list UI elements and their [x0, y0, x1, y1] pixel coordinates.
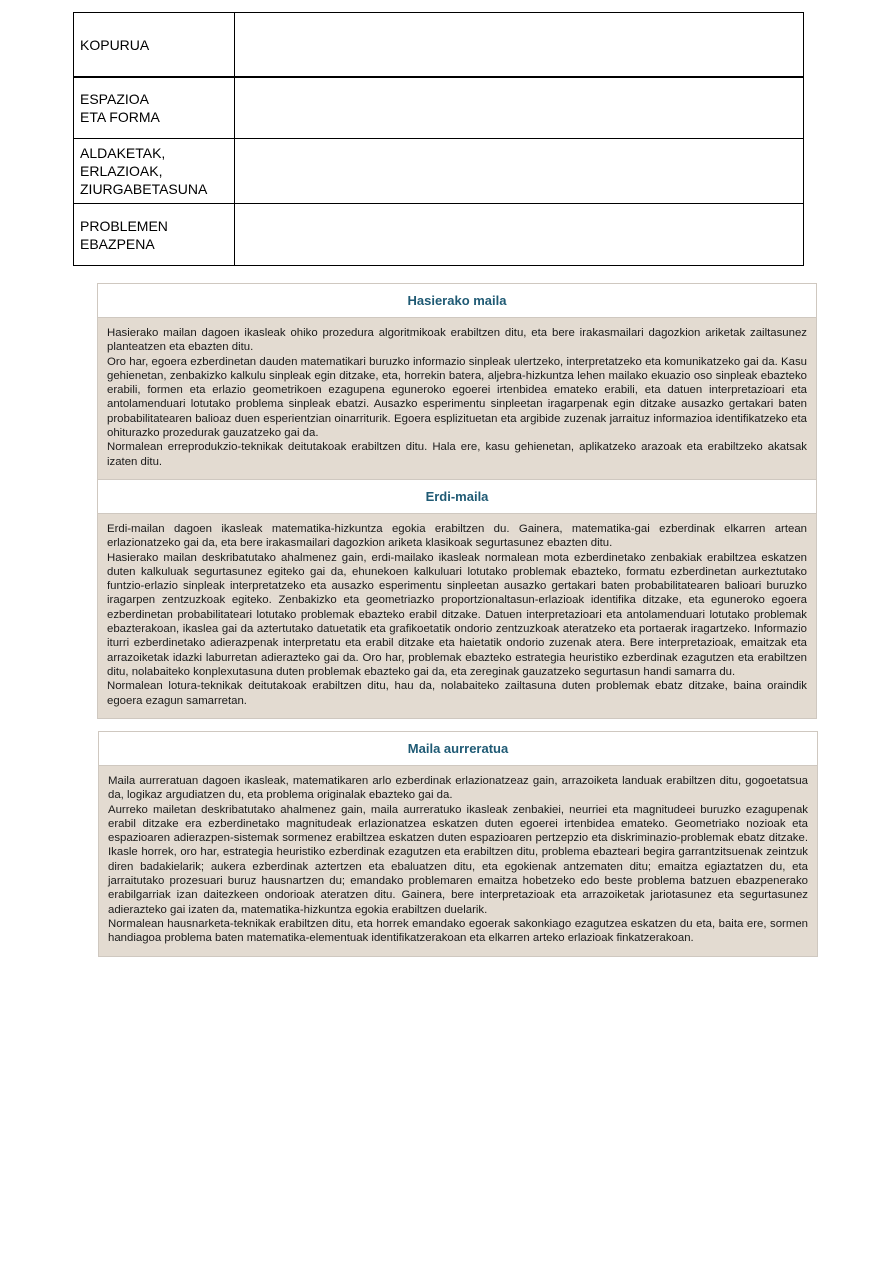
level-paragraph: Normalean erreprodukzio-teknikak deitutakoak erabiltzen ditu. Hala ere, kasu gehienetan, aplikatzeko arazoak eta erabiltzeko akatsak izaten ditu. [107, 441, 807, 468]
level-paragraph: Hasierako mailan deskribatutako ahalmenez gain, erdi-mailako ikasleak normalean mota ezberdinetako zenbakiak erabiltzea eskatzen duten kalkuluak segurtasunez egiteko gai da, ehunekoen kalkuluari lotutako problemak ebazteko, formatu ezberdinetan aurkeztutako funtzio-erlazio sinpleak interpretatzeko eta ausazko esperimentu sinpleetan ausazko gertakari baten probabilitatearen balioari buruzko iragarpen zentzuzkoak egiteko. Zenbakizko eta geometriazko proportzionaltasun-erlazioak identifika ditzake, eta eguneroko egoera ezberdinetan probabilitateari lotutako problemak ebazteko erabil ditzake. Datuen interpretazioari eta antolamenduari lotutako problemak ebazterakoan, ikaslea gai da aztertutako datuetatik eta grafikoetatik ondorio zentzuzkoak ateratzeko eta portaerak iragartzeko. Informazio iturri ezberdinetako adierazpenak interpretatu eta erabil ditzake eta haietatik ondorio zuzenak atera. Bere interpretazioak, emaitzak eta arrazoiketak idazki laburretan adierazteko gai da. Oro har, problemak ebazteko estrategia heuristiko ezberdinak ezagutzen eta erabiltzen ditu, nolabaiteko konplexutasuna duten problemak ebazteko gai da, eta zereginak gauzatzeko segurtasun handi samarra du. [107, 551, 807, 678]
row-label-problemen: PROBLEMEN EBAZPENA [74, 204, 235, 266]
level-paragraph: Erdi-mailan dagoen ikasleak matematika-hizkuntza egokia erabiltzen du. Gainera, matematika-gai ezberdinak elkarren artean erlazionatzeko gai da, eta bere irakasmailari dagozkion ariketa klasikoak segurtasunez ebazten ditu. [107, 523, 807, 550]
level-paragraph: Hasierako mailan dagoen ikasleak ohiko prozedura algoritmikoak erabiltzen ditu, eta bere irakasmailari dagozkion ariketak zailtasunez planteatzen eta ebazten ditu. [107, 327, 807, 354]
level-description [99, 766, 817, 956]
competence-table [73, 12, 804, 266]
row-value-kopurua [235, 13, 804, 78]
row-value-problemen [235, 204, 804, 266]
row-label-aldaketak: ALDAKETAK, ERLAZIOAK, ZIURGABETASUNA [74, 139, 235, 204]
table-row [74, 77, 804, 139]
level-paragraph: Aurreko mailetan deskribatutako ahalmenez gain, maila aurreratuko ikasleak zenbakiei, neurriei eta magnitudeei buruzko ezagupenak erabil ditzake era ezberdinetako magnitudeak erlazionatzea eskatzen duten egoerei irtenbidea emateko. Geometriako nozioak eta espazioaren adierazpen-sistemak sormenez erabiltzea eskatzen duten espazioaren pertzepzio eta diskriminazio-problemak ebatz ditzake. Ikasle horrek, oro har, estrategia heuristiko ezberdinak ezagutzen eta erabiltzen ditu, problema ebazteari begira garrantzitsuenak zeintzuk diren badakielarik; aukera ezberdinak aztertzen eta ebaluatzen ditu, eta egokienak antzematen ditu; emaitza egiaztatzen du, eta jarraitutako prozesuari buruz hausnartzen du; emandako problemaren emaitza hobetzeko edo beste problema batzuen ebazpenerako erabilgarriak izan daitezkeen ondorioak ateratzen ditu. Gainera, bere interpretazioak eta arrazoiketak jariotasunez eta segurtasunez adierazteko gai izaten da, matematika-hizkuntza egokia erabiltzen duelarik. [108, 803, 808, 916]
level-description [98, 318, 816, 479]
level-paragraph: Oro har, egoera ezberdinetan dauden matematikari buruzko informazio sinpleak ulertzeko, interpretatzeko eta komunikatzeko gai da. Kasu gehienetan, zenbakizko kalkulu sinpleak egin ditzake, eta, horrekin batera, aljebra-hizkuntza lehen mailako ekuazio oso sinpleak ebazteko erabili, formen eta erlazio geometrikoen ezagupena eguneroko egoerei irtenbidea emateko erabili, eta datuen interpretazioari eta antolamenduari lotutako problema sinpleak ebatzi. Ausazko esperimentu sinpleetan iragarpenak egin ditzake ausazko gertakari baten probabilitatearen balioaz duen esperientzian oinarriturik. Egoera esplizituetan eta argibide zuzenak jarraituz informazioa identifikatzeko eta ohiturazko prozedurak gauzatzeko gai da. [107, 355, 807, 440]
table-row [74, 139, 804, 204]
level-paragraph: Normalean hausnarketa-teknikak erabiltzen ditu, eta horrek emandako egoerak sakonkiago ezagutzea eskatzen du eta, baita ere, sormen handiagoa problema baten matematika-elementuak identifikatzerakoan eta elkarren arteko erlazioak finkatzerakoan. [108, 917, 808, 945]
table-row [74, 13, 804, 78]
row-value-espazioa [235, 77, 804, 139]
level-aurreratua [98, 731, 818, 957]
row-label-kopurua: KOPURUA [74, 13, 235, 78]
level-title: Erdi-maila [98, 480, 816, 514]
level-title: Hasierako maila [98, 284, 816, 318]
row-value-aldaketak [235, 139, 804, 204]
level-paragraph: Normalean lotura-teknikak deitutakoak erabiltzen ditu, hau da, nolabaiteko zailtasuna duten problemak ebatz ditzake, baina oraindik egoera ezagun samarretan. [107, 680, 807, 707]
level-erdi [97, 479, 817, 719]
table-row [74, 204, 804, 266]
level-paragraph: Maila aurreratuan dagoen ikasleak, matematikaren arlo ezberdinak erlazionatzeaz gain, arrazoiketa landuak erabiltzen ditu, gogoetatsua da, logikaz argudiatzen du, eta problema originalak ebazteko gai da. [108, 775, 808, 802]
row-label-espazioa: ESPAZIOA ETA FORMA [74, 77, 235, 139]
level-description [98, 514, 816, 718]
level-title: Maila aurreratua [99, 732, 817, 766]
level-hasierako [97, 283, 817, 480]
